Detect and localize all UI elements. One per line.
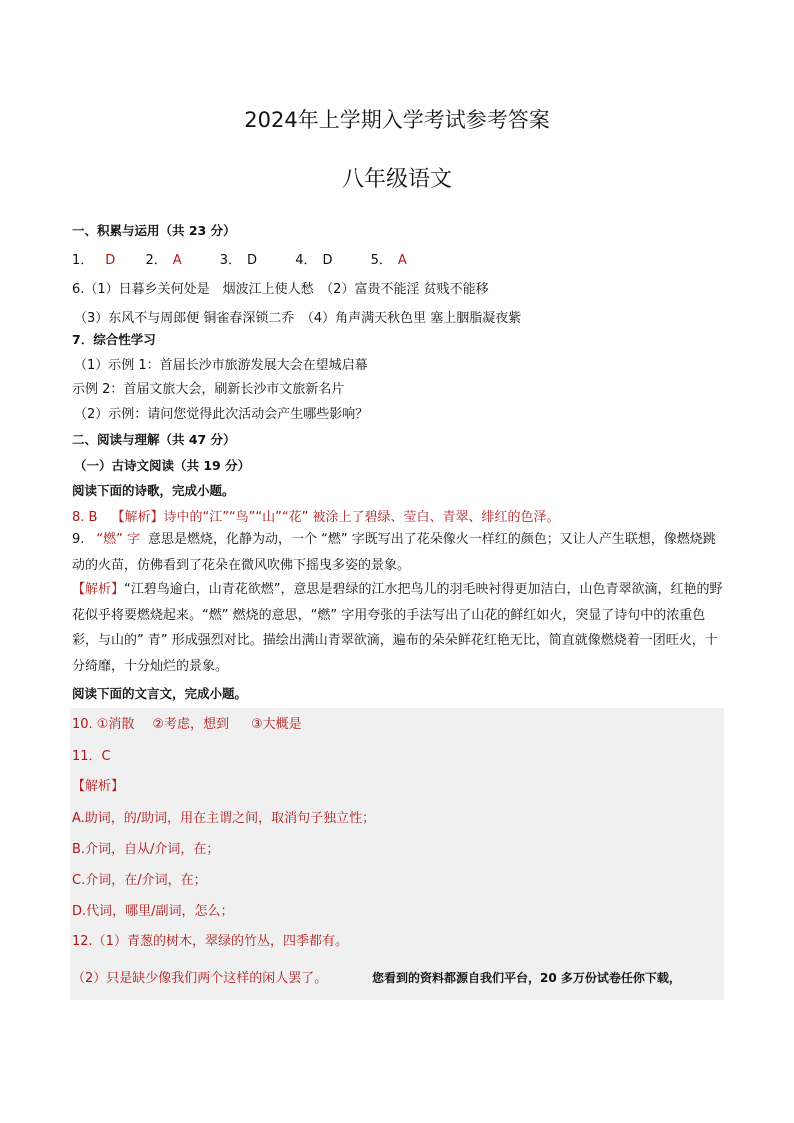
- mc-4: 4． D: [295, 253, 333, 268]
- q9-analysis: 【解析】“江碧鸟逾白，山青花欲燃”，意思是碧绿的江水把鸟儿的羽毛映衬得更加洁白，山色青翠欲滴，红艳的野花似乎将要燃烧起来。“燃” 燃烧的意思，“燃” 字用夸张的手法写出了山花的鲜红如火，突显了诗句中的浓重色彩，与山的” 青” 形成强烈对比。描绘出满山青翠欲滴，遍布的朵朵鲜花红艳无比，简直就像燃烧着一团旺火，十分绮靡，十分灿烂的景象。: [72, 582, 723, 674]
- q7-line3: （2）示例：请问您觉得此次活动会产生哪些影响？: [74, 407, 369, 422]
- q6-line1: 6.（1）日暮乡关何处是 烟波江上使人愁 （2）富贵不能淫 贫贱不能移: [72, 282, 489, 297]
- section2-heading: 二、阅读与理解（共 47 分）: [72, 432, 236, 447]
- q11-option-a: A.助词，的/助词，用在主谓之间，取消句子独立性；: [72, 811, 376, 826]
- mc-answers-row: [72, 249, 407, 268]
- q7-heading: 7．综合性学习: [72, 332, 156, 347]
- q12-line1: 12.（1）青葱的树木，翠绿的竹丛，四季都有。: [72, 934, 348, 949]
- q11-answer: 11．C: [72, 749, 111, 764]
- q6-line2: （3）东风不与周郎便 铜雀春深锁二乔 （4）角声满天秋色里 塞上胭脂凝夜紫: [74, 311, 522, 326]
- q9-answer: 9. “燃” 字 意思是燃烧，化静为动，一个 “燃” 字既写出了花朵像火一样红的颜色；又让人产生联想，像燃烧跳动的火苗，仿佛看到了花朵在微风吹佛下摇曳多姿的景象。: [72, 532, 716, 573]
- mc-2: 2． A: [145, 253, 182, 268]
- page-title: 2024年上学期入学考试参考答案: [244, 108, 550, 132]
- q7-line1: （1）示例 1：首届长沙市旅游发展大会在望城启幕: [74, 358, 368, 373]
- q11-option-b: B.介词，自从/介词，在；: [72, 842, 220, 857]
- subsection1-heading: （一）古诗文阅读（共 19 分）: [74, 458, 251, 473]
- q8-answer: 8. B 【解析】诗中的“江”“鸟”“山”“花” 被涂上了碧绿、莹白、青翠、绯红的色泽。: [72, 510, 560, 525]
- q10-answer: 10. ①消散 ②考虑，想到 ③大概是: [72, 717, 302, 732]
- mc-1: 1． D: [72, 253, 116, 268]
- q7-line2: 示例 2：首届文旅大会，刷新长沙市文旅新名片: [72, 382, 345, 397]
- footer-note: 您看到的资料都源自我们平台，20 多万份试卷任你下载，: [372, 971, 681, 985]
- q11-option-c: C.介词，在/介词，在；: [72, 873, 207, 888]
- mc-3: 3． D: [219, 253, 258, 268]
- q12-line2: （2）只是缺少像我们两个这样的闲人罢了。: [72, 971, 328, 986]
- q11-option-d: D.代词，哪里/副词，怎么；: [72, 904, 234, 919]
- instruction-classical: 阅读下面的文言文，完成小题。: [72, 686, 248, 701]
- section1-heading: 一、积累与运用（共 23 分）: [72, 223, 236, 238]
- q12-line2-row: [72, 966, 726, 991]
- mc-5: 5． A: [370, 253, 407, 268]
- page-subtitle: 八年级语文: [341, 167, 452, 192]
- instruction-poem: 阅读下面的诗歌，完成小题。: [72, 483, 235, 498]
- q11-analysis-tag: 【解析】: [72, 779, 125, 794]
